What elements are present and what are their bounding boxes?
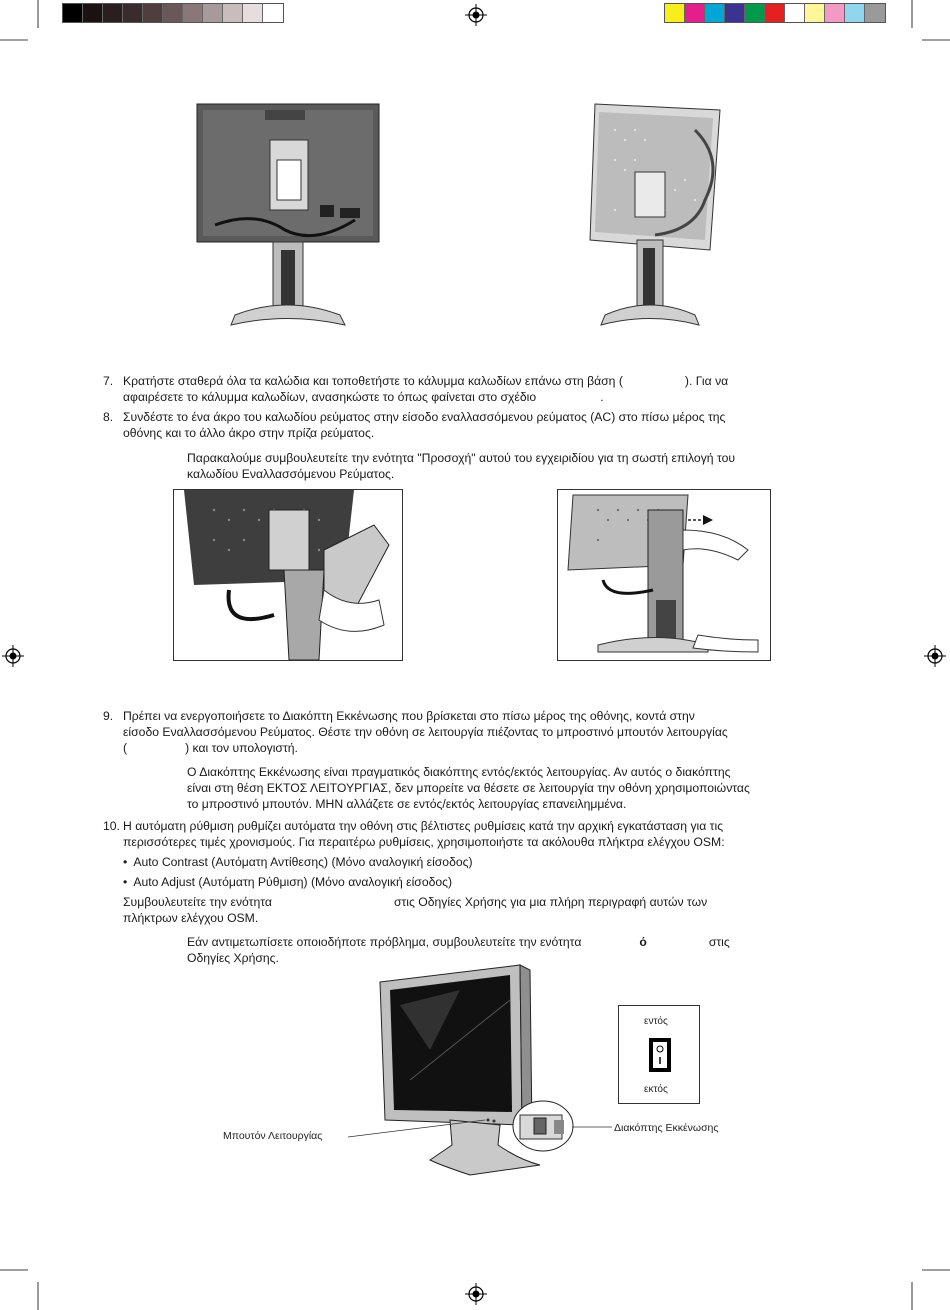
step-10-ref-end: στις Οδηγίες Χρήσης για μια πλήρη περιγραφή αυτών των <box>393 895 708 909</box>
step-7-number: 7. <box>103 374 114 388</box>
step-10-ref-line-1 <box>123 894 707 910</box>
step-7-line-2-text: αφαιρέσετε το κάλυμμα καλωδίων, ανασηκώστε το όπως φαίνεται στο σχέδιο <box>123 390 537 404</box>
switch-detail-box <box>618 1005 700 1104</box>
step-10-note-end: στις <box>708 935 730 949</box>
step-8-line-1: Συνδέστε το ένα άκρο του καλωδίου ρεύματος στην είσοδο εναλλασσόμενου ρεύματος (AC) στο πίσω μέρος της <box>123 410 726 424</box>
step-10-ref-start: Συμβουλευτείτε την ενότητα <box>123 895 272 909</box>
step-9-line-2: είσοδο Εναλλασσόμενου Ρεύματος. Θέστε την οθόνη σε λειτουργία πιέζοντας το μπροστινό μπουτόν λειτουργίας <box>123 725 728 739</box>
bullet-icon: • <box>123 875 128 889</box>
step-10-ref-line-2: πλήκτρων ελέγχου OSM. <box>123 911 259 925</box>
step-7-line-2 <box>123 389 604 405</box>
step-9-line-1: Πρέπει να ενεργοποιήσετε το Διακόπτη Εκκένωσης που βρίσκεται στο πίσω μέρος της οθόνης, κοντά στην <box>123 709 695 723</box>
step-8-note-line-1: Παρακαλούμε συμβουλευτείτε την ενότητα "Προσοχή" αυτού του εγχειριδίου για τη σωστή επιλογή του <box>187 451 736 465</box>
step-9-note-line-1: Ο Διακόπτης Εκκένωσης είναι πραγματικός διακόπτης εντός/εκτός λειτουργίας. Αν αυτός ο διακόπτης <box>187 765 731 779</box>
step-9-line-3-open: ( <box>123 741 128 755</box>
step-8-line-2: οθόνης και το άλλο άκρο στην πρίζα ρεύματος. <box>123 426 375 440</box>
cable-cover-lift-figure <box>557 489 771 661</box>
step-9-note-line-2: είναι στη θέση ΕΚΤΟΣ ΛΕΙΤΟΥΡΓΙΑΣ, δεν μπορείτε να θέσετε σε λειτουργία την οθόνη χρησιμοποιώντας <box>187 781 750 795</box>
step-9-number: 9. <box>103 709 114 723</box>
power-button-label: Μπουτόν Λειτουργίας <box>223 1130 323 1142</box>
step-9-line-3-end: ) και τον υπολογιστή. <box>185 741 298 755</box>
bullet-1-text: Auto Contrast (Αυτόματη Αντίθεσης) (Μόνο αναλογική είσοδος) <box>133 855 473 869</box>
step-10-note-line-1 <box>187 934 730 950</box>
step-10-number: 10. <box>103 819 120 833</box>
bullet-2-text: Auto Adjust (Αυτόματη Ρύθμιση) (Μόνο αναλογική είσοδος) <box>133 875 453 889</box>
step-10-bullet-2 <box>123 874 452 890</box>
discharge-switch-label: Διακόπτης Εκκένωσης <box>614 1122 719 1134</box>
step-7-line-2-end: . <box>600 390 604 404</box>
step-8-note-line-2: καλωδίου Εναλλασσόμενου Ρεύματος. <box>187 467 395 481</box>
step-7-line-1-text: Κρατήστε σταθερά όλα τα καλώδια και τοποθετήστε το κάλυμμα καλωδίων επάνω στη βάση ( <box>123 374 623 388</box>
switch-off-label: εκτός <box>644 1084 668 1095</box>
step-7-line-1-end: ). Για να <box>684 374 729 388</box>
step-9-note-line-3: το μπροστινό μπουτόν. ΜΗΝ αλλάζετε σε εντός/εκτός λειτουργίας επανειλημμένα. <box>187 797 627 811</box>
step-10-line-1: Η αυτόματη ρύθμιση ρυθμίζει αυτόματα την οθόνη στις βέλτιστες ρυθμίσεις κατά την αρχική εγκατάσταση για τις <box>123 819 724 833</box>
step-7-line-1 <box>123 373 728 389</box>
leader-lines <box>340 1110 620 1150</box>
switch-on-label: εντός <box>644 1016 668 1027</box>
step-9-line-3 <box>123 740 298 756</box>
step-10-bullet-1 <box>123 854 473 870</box>
monitor-rear-angled-figure <box>585 100 735 340</box>
step-10-note-line-2: Οδηγίες Χρήσης. <box>187 951 279 965</box>
rocker-switch-icon <box>649 1038 671 1072</box>
step-10-line-2: περισσότερες τιμές χρονισμούς. Για περαιτέρω ρυθμίσεις, χρησιμοποιήστε τα ακόλουθα πλήκτρα ελέγχου OSM: <box>123 835 725 849</box>
step-8-number: 8. <box>103 410 114 424</box>
monitor-rear-cables-figure <box>195 100 385 340</box>
cable-cover-removal-figure <box>173 489 403 661</box>
step-10-note-mark: ό <box>639 935 647 949</box>
bullet-icon: • <box>123 855 128 869</box>
step-10-note-start: Εάν αντιμετωπίσετε οποιοδήποτε πρόβλημα, συμβουλευτείτε την ενότητα <box>187 935 582 949</box>
